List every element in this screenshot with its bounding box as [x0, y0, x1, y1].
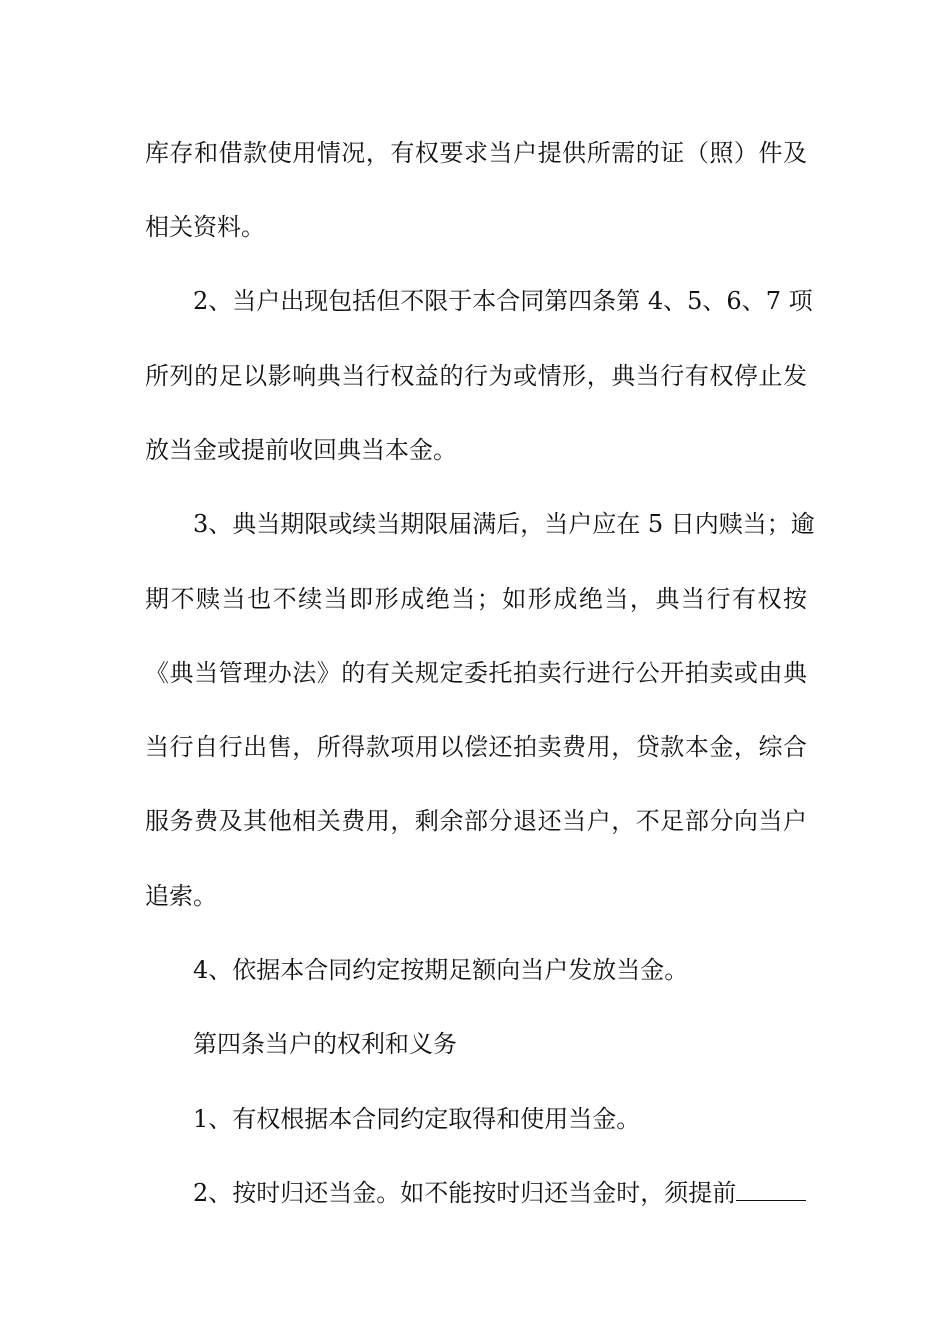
text-line-11: 追索。 — [145, 882, 217, 910]
fill-in-blank — [736, 1178, 806, 1201]
text-line-7: 期不赎当也不续当即形成绝当；如形成绝当，典当行有权按 — [145, 585, 807, 613]
text-line-9: 当行自行出售，所得款项用以偿还拍卖费用，贷款本金，综合 — [145, 733, 807, 761]
section-heading: 第四条当户的权利和义务 — [193, 1030, 457, 1058]
text-line-15 — [193, 1178, 807, 1208]
text-line-14: 1、有权根据本合同约定取得和使用当金。 — [193, 1105, 641, 1133]
text-line-10: 服务费及其他相关费用，剩余部分退还当户，不足部分向当户 — [145, 807, 807, 835]
text-line-15-text: 2、按时归还当金。如不能按时归还当金时，须提前 — [193, 1179, 737, 1207]
text-line-3: 2、当户出现包括但不限于本合同第四条第 4、5、6、7 项 — [193, 287, 813, 315]
text-line-8: 《典当管理办法》的有关规定委托拍卖行进行公开拍卖或由典 — [145, 659, 807, 687]
text-line-12: 4、依据本合同约定按期足额向当户发放当金。 — [193, 956, 689, 984]
text-line-1: 库存和借款使用情况，有权要求当户提供所需的证（照）件及 — [145, 139, 807, 167]
text-line-4: 所列的足以影响典当行权益的行为或情形，典当行有权停止发 — [145, 362, 807, 390]
text-line-5: 放当金或提前收回典当本金。 — [145, 436, 457, 464]
text-line-6: 3、典当期限或续当期限届满后，当户应在 5 日内赎当；逾 — [193, 510, 815, 538]
text-line-2: 相关资料。 — [145, 213, 265, 241]
